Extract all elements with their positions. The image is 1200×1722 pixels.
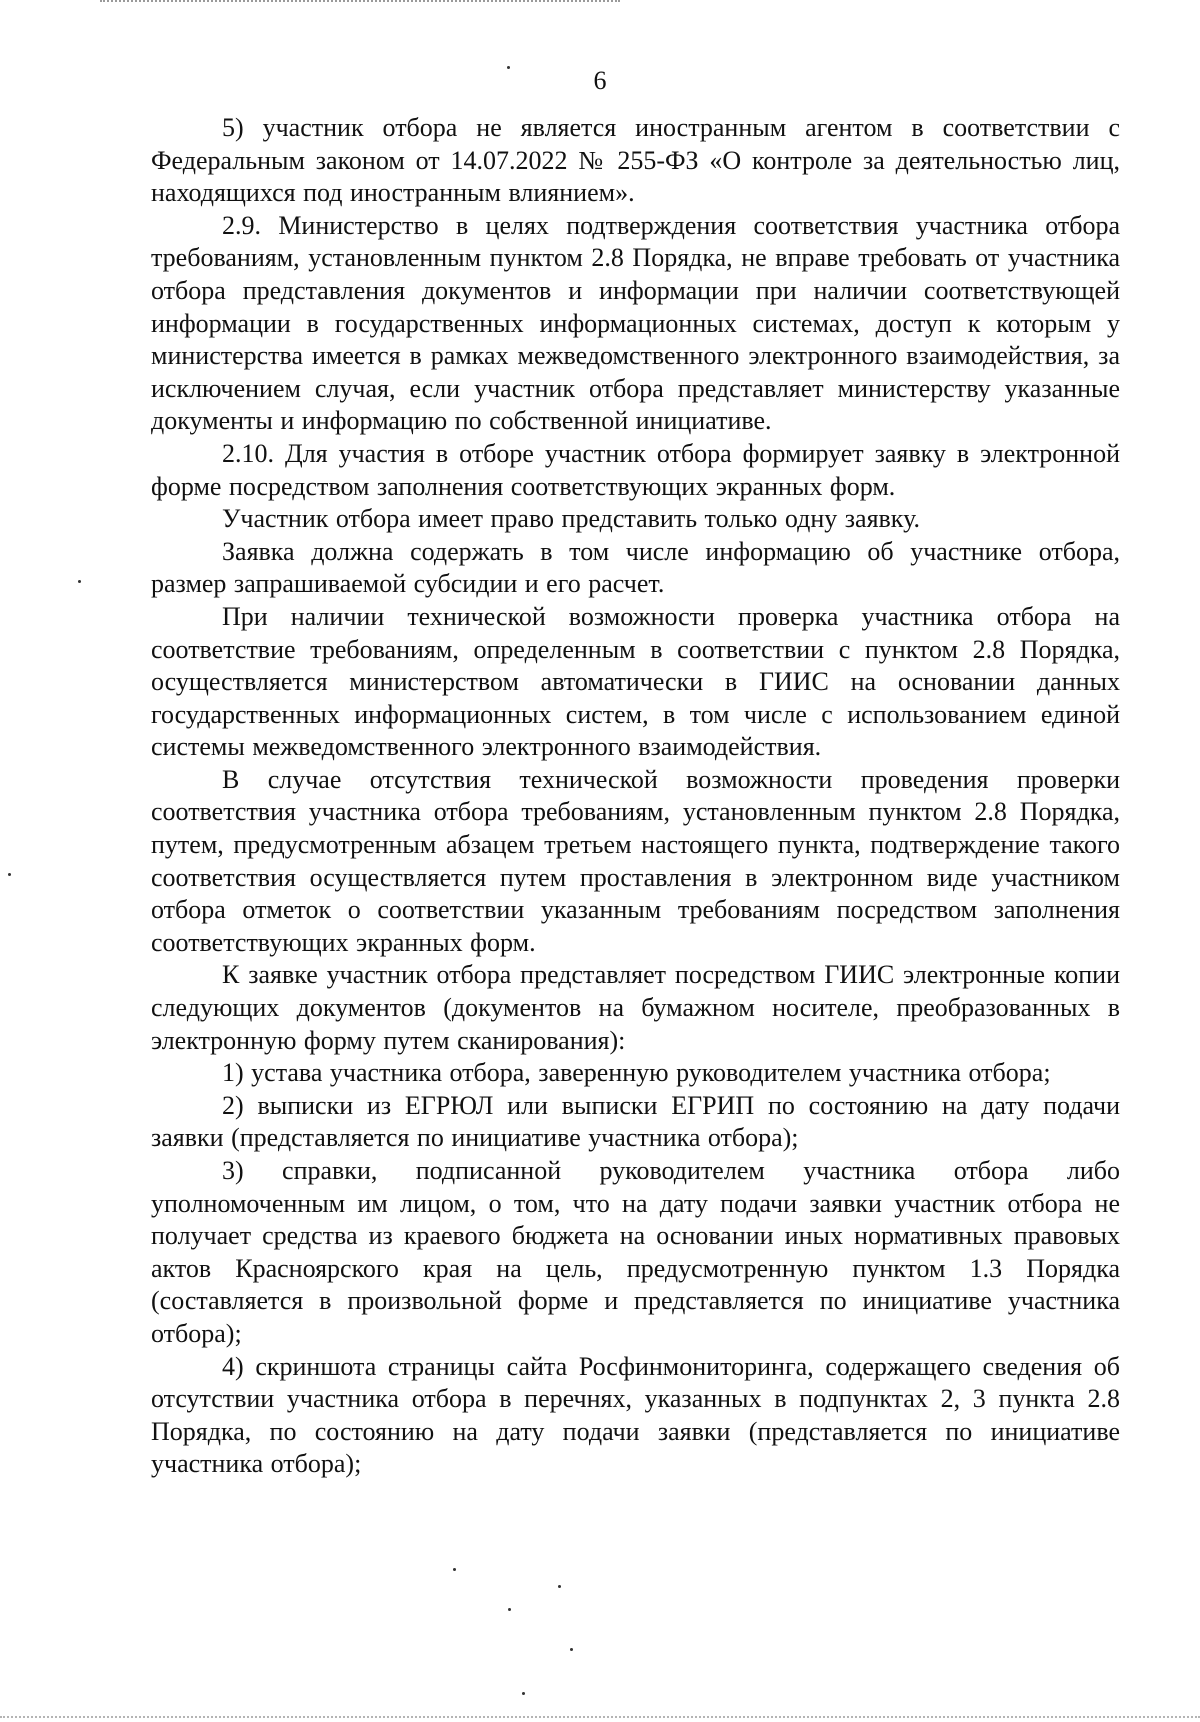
paragraph-2-10: 2.10. Для участия в отборе участник отбора формирует заявку в электронной форме посредством заполнения соответствующих экранных форм. <box>151 438 1120 501</box>
document-body <box>151 112 1120 1481</box>
scan-speck <box>508 1608 511 1611</box>
list-item-screenshot: 4) скриншота страницы сайта Росфинмониторинга, содержащего сведения об отсутствии участника отбора в перечнях, указанных в подпунктах 2, 3 пункта 2.8 Порядка, по состоянию на дату подачи заявки (представляется по инициативе участника отбора); <box>151 1351 1120 1479</box>
scan-speck <box>453 1568 456 1571</box>
paragraph-manual-check: В случае отсутствия технической возможности проведения проверки соответствия участника отбора требованиям, установленным пунктом 2.8 Порядка, путем, предусмотренным абзацем третьем настоящего пункта, подтверждение такого соответствия осуществляется путем проставления в электронном виде участником отбора отметок о соответствии указанным требованиям посредством заполнения соответствующих экранных форм. <box>151 764 1120 957</box>
page-number: 6 <box>593 66 607 95</box>
list-item-egrul-extract: 2) выписки из ЕГРЮЛ или выписки ЕГРИП по состоянию на дату подачи заявки (представляется по инициативе участника отбора); <box>151 1090 1120 1153</box>
paragraph-automatic-check: При наличии технической возможности проверка участника отбора на соответствие требованиям, определенным в соответствии с пунктом 2.8 Порядка, осуществляется министерством автоматически в ГИИС на основании данных государственных информационных систем, в том числе с использованием единой системы межведомственного электронного взаимодействия. <box>151 601 1120 762</box>
scan-edge-top <box>100 0 620 5</box>
paragraph-2-9: 2.9. Министерство в целях подтверждения соответствия участника отбора требованиям, установленным пунктом 2.8 Порядка, не вправе требовать от участника отбора представления документов и информации при наличии соответствующей информации в государственных информационных системах, доступ к которым у министерства имеется в рамках межведомственного электронного взаимодействия, за исключением случая, если участник отбора представляет министерству указанные документы и информацию по собственной инициативе. <box>151 210 1120 436</box>
list-item-certificate: 3) справки, подписанной руководителем участника отбора либо уполномоченным им лицом, о том, что на дату подачи заявки участник отбора не получает средства из краевого бюджета на основании иных нормативных правовых актов Красноярского края на цель, предусмотренную пунктом 1.3 Порядка (составляется в произвольной форме и представляется по инициативе участника отбора); <box>151 1156 1120 1348</box>
scan-speck <box>507 66 510 69</box>
scan-speck <box>78 580 81 583</box>
paragraph-document-copies: К заявке участник отбора представляет посредством ГИИС электронные копии следующих документов (документов на бумажном носителе, преобразованных в электронную форму путем сканирования): <box>151 960 1120 1055</box>
scan-speck <box>558 1585 561 1588</box>
list-item-charter: 1) устава участника отбора, заверенную руководителем участника отбора; <box>222 1058 1051 1088</box>
paragraph-foreign-agent: 5) участник отбора не является иностранным агентом в соответствии с Федеральным законом от 14.07.2022 № 255-ФЗ «О контроле за деятельностью лиц, находящихся под иностранным влиянием». <box>151 113 1120 208</box>
scan-speck <box>8 873 11 876</box>
paragraph-application-content: Заявка должна содержать в том числе информацию об участнике отбора, размер запрашиваемой субсидии и его расчет. <box>151 536 1120 599</box>
scan-edge-bottom <box>0 1714 1200 1718</box>
paragraph-one-application: Участник отбора имеет право представить только одну заявку. <box>222 504 920 534</box>
scan-speck <box>522 1692 525 1695</box>
scan-speck <box>570 1648 573 1651</box>
